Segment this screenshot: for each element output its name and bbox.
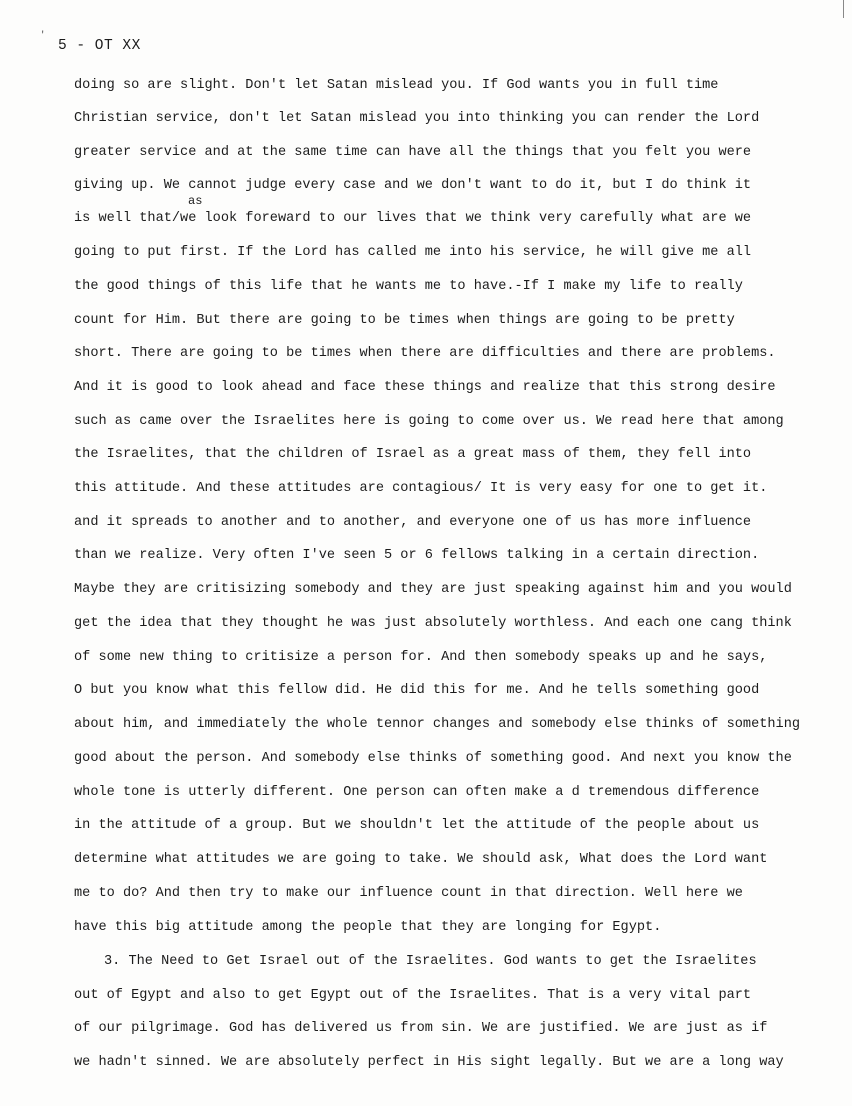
text-line: such as came over the Israelites here is going to come over us. We read here that among	[74, 414, 784, 429]
text-line: doing so are slight. Don't let Satan mislead you. If God wants you in full time	[74, 78, 719, 93]
text-line: than we realize. Very often I've seen 5 or 6 fellows talking in a certain direction.	[74, 548, 760, 563]
text-line: me to do? And then try to make our influence count in that direction. Well here we	[74, 886, 743, 901]
text-line: Christian service, don't let Satan mislead you into thinking you can render the Lord	[74, 111, 760, 126]
text-line: count for Him. But there are going to be times when things are going to be pretty	[74, 313, 735, 328]
text-line: of our pilgrimage. God has delivered us from sin. We are justified. We are just as if	[74, 1021, 768, 1036]
text-line: of some new thing to critisize a person for. And then somebody speaks up and he says,	[74, 650, 768, 665]
text-line: about him, and immediately the whole tennor changes and somebody else thinks of something	[74, 717, 801, 732]
text-line: is well that/we look foreward to our lives that we think very carefully what are we	[74, 211, 752, 226]
text-line: And it is good to look ahead and face these things and realize that this strong desire	[74, 380, 776, 395]
text-line: O but you know what this fellow did. He did this for me. And he tells something good	[74, 683, 760, 698]
page-header: 5 - OT XX	[58, 38, 141, 54]
text-line: greater service and at the same time can have all the things that you felt you were	[74, 145, 752, 160]
text-line: whole tone is utterly different. One person can often make a d tremendous difference	[74, 785, 760, 800]
text-line: good about the person. And somebody else thinks of something good. And next you know the	[74, 751, 792, 766]
text-line: determine what attitudes we are going to take. We should ask, What does the Lord want	[74, 852, 768, 867]
text-line: short. There are going to be times when there are difficulties and there are problems.	[74, 346, 776, 361]
text-line: in the attitude of a group. But we shouldn't let the attitude of the people about us	[74, 818, 760, 833]
text-line: going to put first. If the Lord has called me into his service, he will give me all	[74, 245, 752, 260]
text-line: this attitude. And these attitudes are contagious/ It is very easy for one to get it.	[74, 481, 768, 496]
text-line: and it spreads to another and to another, and everyone one of us has more influence	[74, 515, 752, 530]
handwritten-insertion: as	[188, 194, 203, 208]
text-line: have this big attitude among the people that they are longing for Egypt.	[74, 920, 662, 935]
text-line: giving up. We cannot judge every case and we don't want to do it, but I do think it	[74, 178, 752, 193]
text-line: we hadn't sinned. We are absolutely perfect in His sight legally. But we are a long way	[74, 1055, 784, 1070]
text-line: out of Egypt and also to get Egypt out of the Israelites. That is a very vital part	[74, 988, 752, 1003]
page-edge-mark	[840, 0, 844, 18]
text-line: get the idea that they thought he was just absolutely worthless. And each one cang think	[74, 616, 792, 631]
section-heading-line: 3. The Need to Get Israel out of the Israelites. God wants to get the Israelites	[104, 954, 757, 969]
text-line: the Israelites, that the children of Israel as a great mass of them, they fell into	[74, 447, 752, 462]
text-line: the good things of this life that he wants me to have.-If I make my life to really	[74, 279, 743, 294]
text-line: Maybe they are critisizing somebody and they are just speaking against him and you would	[74, 582, 792, 597]
margin-tick-mark: '	[40, 30, 46, 40]
